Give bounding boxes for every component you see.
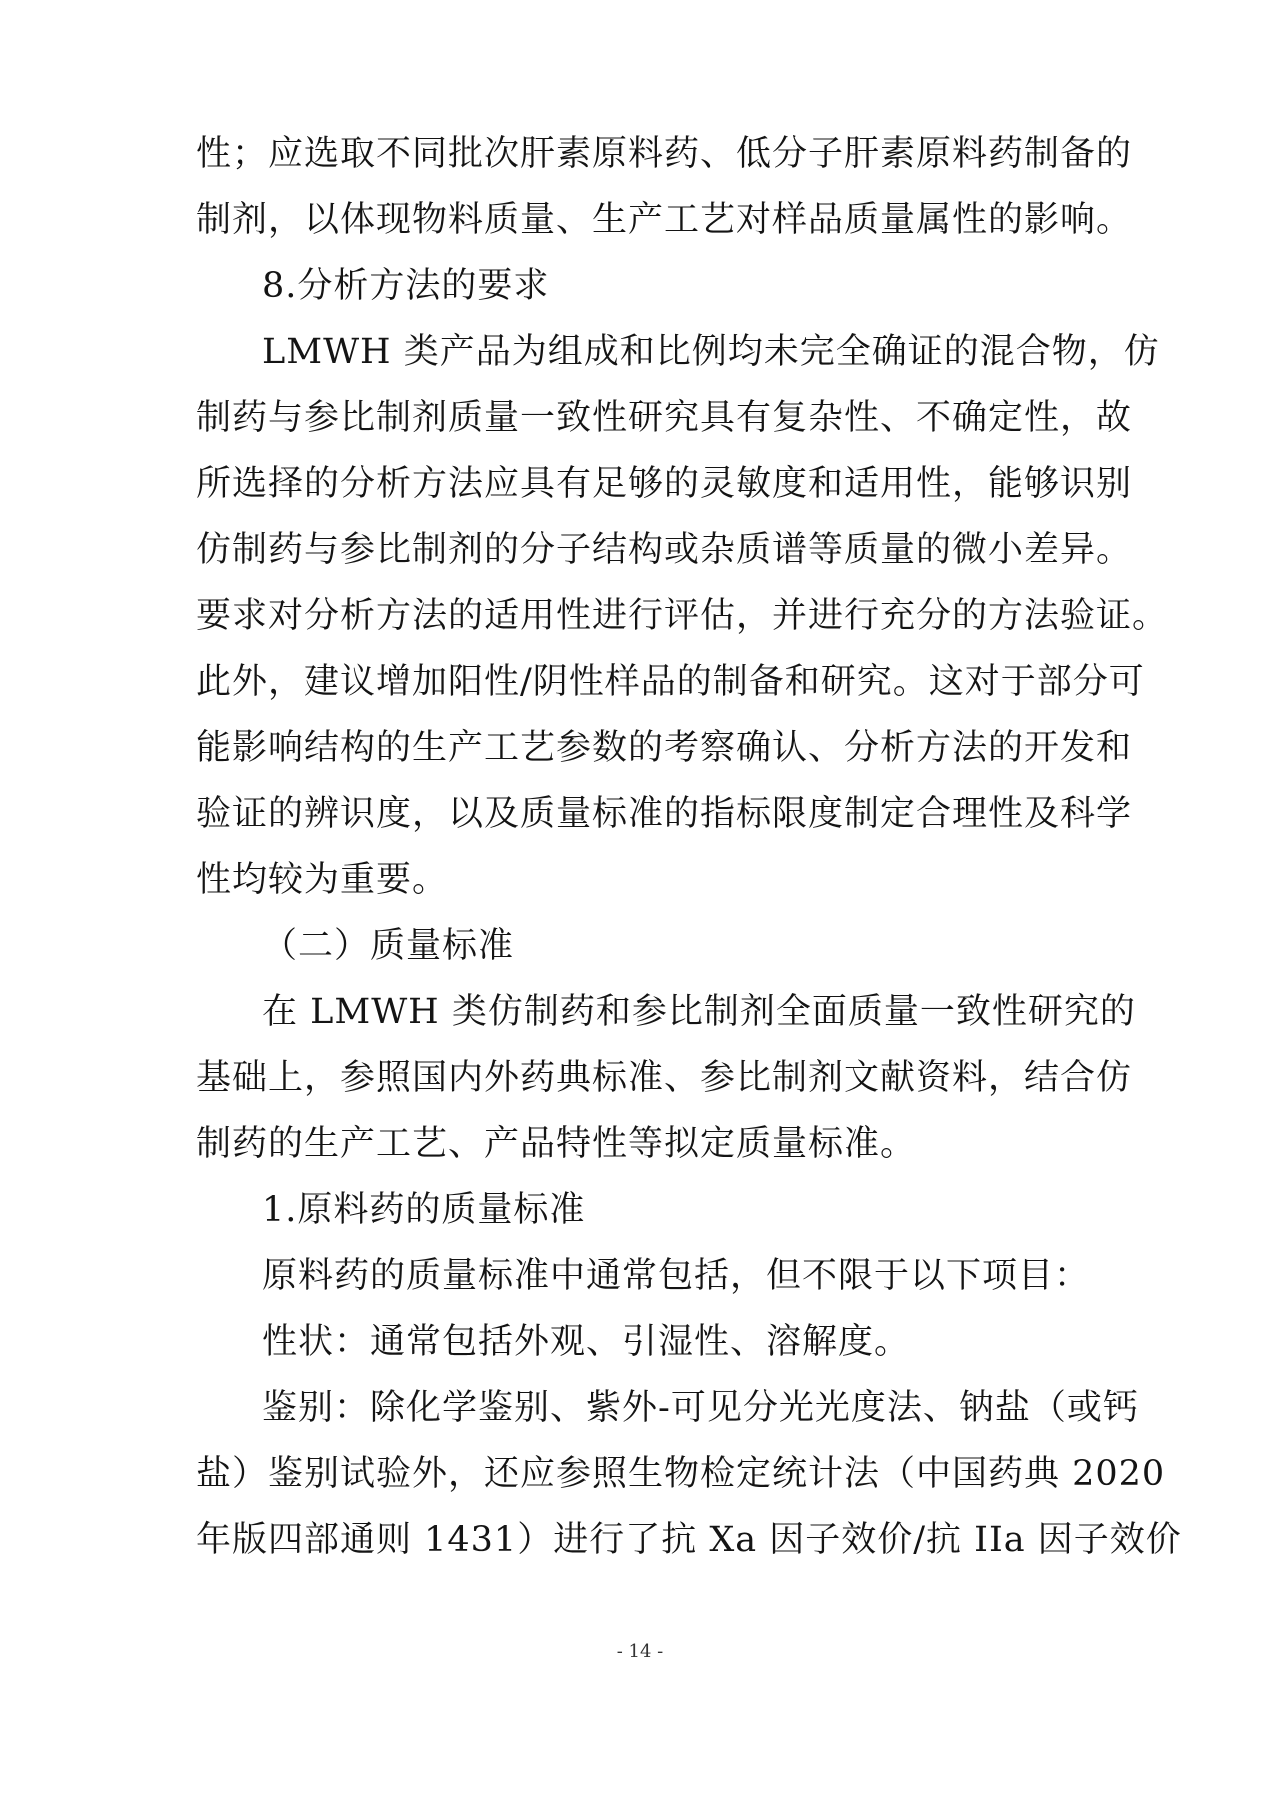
text-line: 盐）鉴别试验外，还应参照生物检定统计法（中国药典 2020 bbox=[196, 1454, 1166, 1494]
text-line: 在 LMWH 类仿制药和参比制剂全面质量一致性研究的 bbox=[262, 992, 1136, 1032]
page-number: - 14 - bbox=[616, 1641, 664, 1662]
text-line: 性状：通常包括外观、引湿性、溶解度。 bbox=[262, 1322, 911, 1362]
text-line: 制剂，以体现物料质量、生产工艺对样品质量属性的影响。 bbox=[196, 200, 1133, 240]
section-heading: 1.原料药的质量标准 bbox=[262, 1190, 586, 1230]
text-line: 年版四部通则 1431）进行了抗 Xa 因子效价/抗 IIa 因子效价 bbox=[196, 1520, 1182, 1560]
text-line: 此外，建议增加阳性/阴性样品的制备和研究。这对于部分可 bbox=[196, 662, 1145, 702]
text-line: 制药与参比制剂质量一致性研究具有复杂性、不确定性，故 bbox=[196, 398, 1133, 438]
text-line: 性；应选取不同批次肝素原料药、低分子肝素原料药制备的 bbox=[196, 134, 1133, 174]
text-line: 基础上，参照国内外药典标准、参比制剂文献资料，结合仿 bbox=[196, 1058, 1133, 1098]
text-line: 要求对分析方法的适用性进行评估，并进行充分的方法验证。 bbox=[196, 596, 1169, 636]
section-heading: 8.分析方法的要求 bbox=[262, 266, 550, 306]
text-line: 验证的辨识度，以及质量标准的指标限度制定合理性及科学 bbox=[196, 794, 1133, 834]
text-line: 能影响结构的生产工艺参数的考察确认、分析方法的开发和 bbox=[196, 728, 1133, 768]
text-line: 性均较为重要。 bbox=[196, 860, 449, 900]
text-line: 制药的生产工艺、产品特性等拟定质量标准。 bbox=[196, 1124, 917, 1164]
text-line: 仿制药与参比制剂的分子结构或杂质谱等质量的微小差异。 bbox=[196, 530, 1133, 570]
text-line: 鉴别：除化学鉴别、紫外-可见分光光度法、钠盐（或钙 bbox=[262, 1388, 1139, 1428]
section-heading: （二）质量标准 bbox=[262, 926, 515, 966]
text-line: 所选择的分析方法应具有足够的灵敏度和适用性，能够识别 bbox=[196, 464, 1133, 504]
text-line: 原料药的质量标准中通常包括，但不限于以下项目： bbox=[262, 1256, 1091, 1296]
text-line: LMWH 类产品为组成和比例均未完全确证的混合物，仿 bbox=[262, 332, 1160, 372]
